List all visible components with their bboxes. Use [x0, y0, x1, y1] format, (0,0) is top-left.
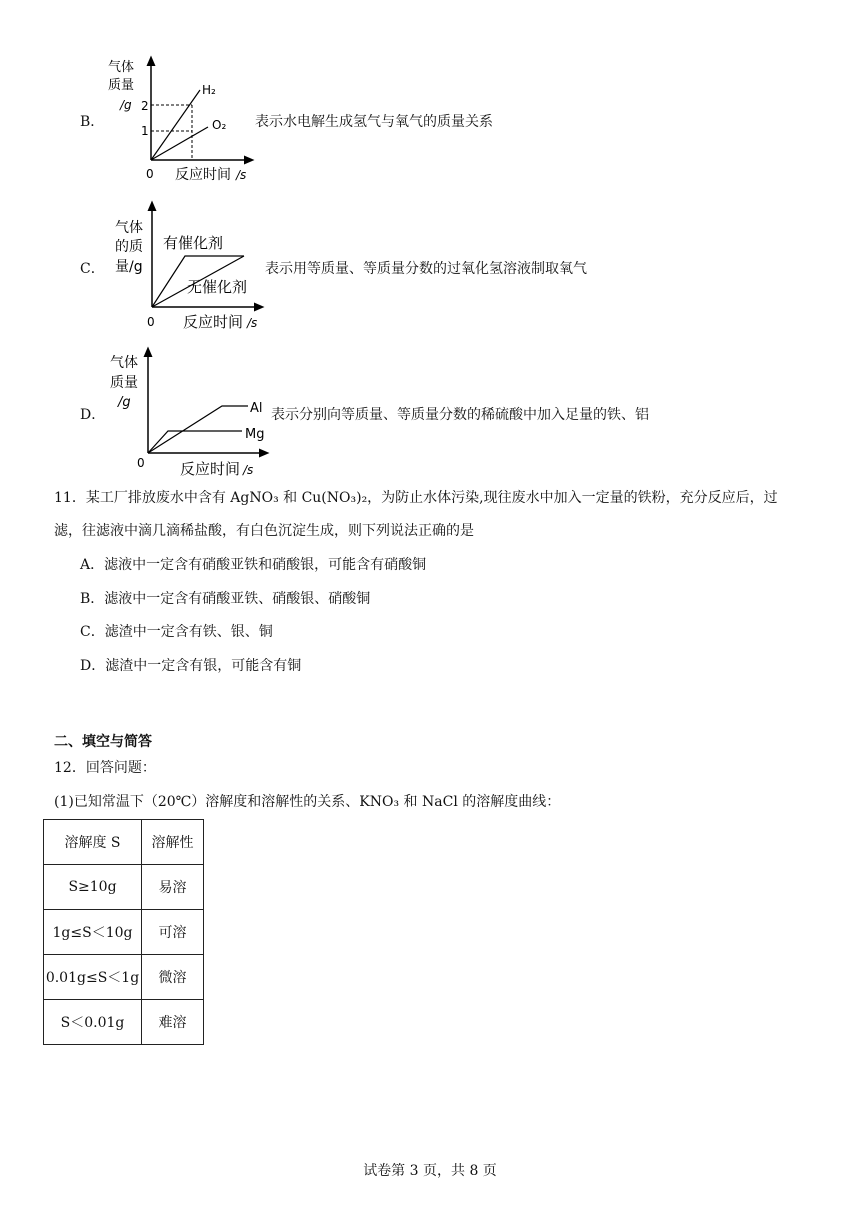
solubility-table [43, 819, 204, 1045]
q11-stem-line2: 滤，往滤液中滴几滴稀盐酸，有白色沉淀生成，则下列说法正确的是 [54, 523, 474, 539]
b-series-o2: O₂ [212, 118, 227, 132]
b-origin: 0 [146, 167, 154, 181]
q11-stem-line1: 11．某工厂排放废水中含有 AgNO₃ 和 Cu(NO₃)₂，为防止水体污染,现往废水中加入一定量的铁粉，充分反应后，过 [54, 490, 778, 506]
q11-option-b: B．滤液中一定含有硝酸亚铁、硝酸银、硝酸铜 [80, 591, 371, 607]
b-h2-line [151, 90, 200, 160]
b-ylabel-1: 气体 [108, 60, 135, 75]
c-ylabel-1: 气体 [115, 220, 143, 236]
table-cell: 易溶 [142, 865, 204, 910]
table-row [44, 865, 204, 910]
c-ylabel-3: 量/g [115, 259, 143, 275]
d-ylabel-2: 质量 [110, 375, 138, 391]
option-d-description: 表示分别向等质量、等质量分数的稀硫酸中加入足量的铁、铝 [271, 407, 649, 423]
page-footer: 试卷第 3 页，共 8 页 [363, 1163, 497, 1179]
table-row [44, 1000, 204, 1045]
d-ylabel-1: 气体 [110, 355, 138, 371]
c-ylabel-2: 的质 [115, 239, 143, 255]
d-series-al: Al [250, 401, 263, 416]
table-header-cell: 溶解性 [142, 820, 204, 865]
q11-option-c: C．滤渣中一定含有铁、银、铜 [80, 624, 273, 640]
d-origin: 0 [137, 456, 145, 470]
option-d-graph [100, 345, 275, 480]
d-xlabel: 反应时间 [180, 460, 241, 478]
c-origin: 0 [147, 315, 155, 329]
d-xunit: /s [243, 463, 254, 477]
c-series-no-catalyst: 无催化剂 [187, 278, 248, 296]
table-row [44, 955, 204, 1000]
d-ylabel-3: /g [118, 395, 131, 410]
b-xunit: /s [236, 168, 247, 182]
q11-option-a: A．滤液中一定含有硝酸亚铁和硝酸银，可能含有硝酸铜 [80, 557, 427, 573]
b-ylabel-3: /g [120, 98, 132, 112]
option-b-description: 表示水电解生成氢气与氧气的质量关系 [255, 114, 493, 130]
q11-option-d: D．滤渣中一定含有银，可能含有铜 [80, 658, 302, 674]
table-header-row [44, 820, 204, 865]
table-cell: 微溶 [142, 955, 204, 1000]
q12-sub1: (1)已知常温下（20℃）溶解度和溶解性的关系、KNO₃ 和 NaCl 的溶解度曲线： [54, 794, 561, 810]
table-cell: S≥10g [44, 865, 142, 910]
c-series-catalyst: 有催化剂 [163, 234, 224, 252]
b-tick-1: 1 [141, 124, 149, 138]
b-xlabel: 反应时间 [175, 167, 231, 183]
b-series-h2: H₂ [202, 83, 216, 97]
table-header-cell: 溶解度 S [44, 820, 142, 865]
c-xlabel: 反应时间 [183, 313, 244, 331]
b-ylabel-2: 质量 [108, 78, 135, 93]
table-cell: S＜0.01g [44, 1000, 142, 1045]
option-c-label: C． [80, 261, 105, 277]
option-c-description: 表示用等质量、等质量分数的过氧化氢溶液制取氧气 [265, 261, 587, 277]
section-title: 二、填空与简答 [54, 734, 152, 750]
b-tick-2: 2 [141, 99, 149, 113]
table-cell: 1g≤S＜10g [44, 910, 142, 955]
table-cell: 0.01g≤S＜1g [44, 955, 142, 1000]
d-al-line [148, 406, 248, 453]
d-mg-line [148, 431, 242, 453]
option-d-label: D． [80, 407, 106, 423]
option-c-graph [105, 200, 270, 335]
b-o2-line [151, 127, 208, 160]
table-cell: 可溶 [142, 910, 204, 955]
c-xunit: /s [247, 316, 258, 330]
d-series-mg: Mg [245, 427, 265, 442]
option-b-label: B． [80, 114, 105, 130]
option-b-graph [100, 55, 260, 185]
q12-intro: 12．回答问题： [54, 760, 156, 776]
table-cell: 难溶 [142, 1000, 204, 1045]
table-row [44, 910, 204, 955]
